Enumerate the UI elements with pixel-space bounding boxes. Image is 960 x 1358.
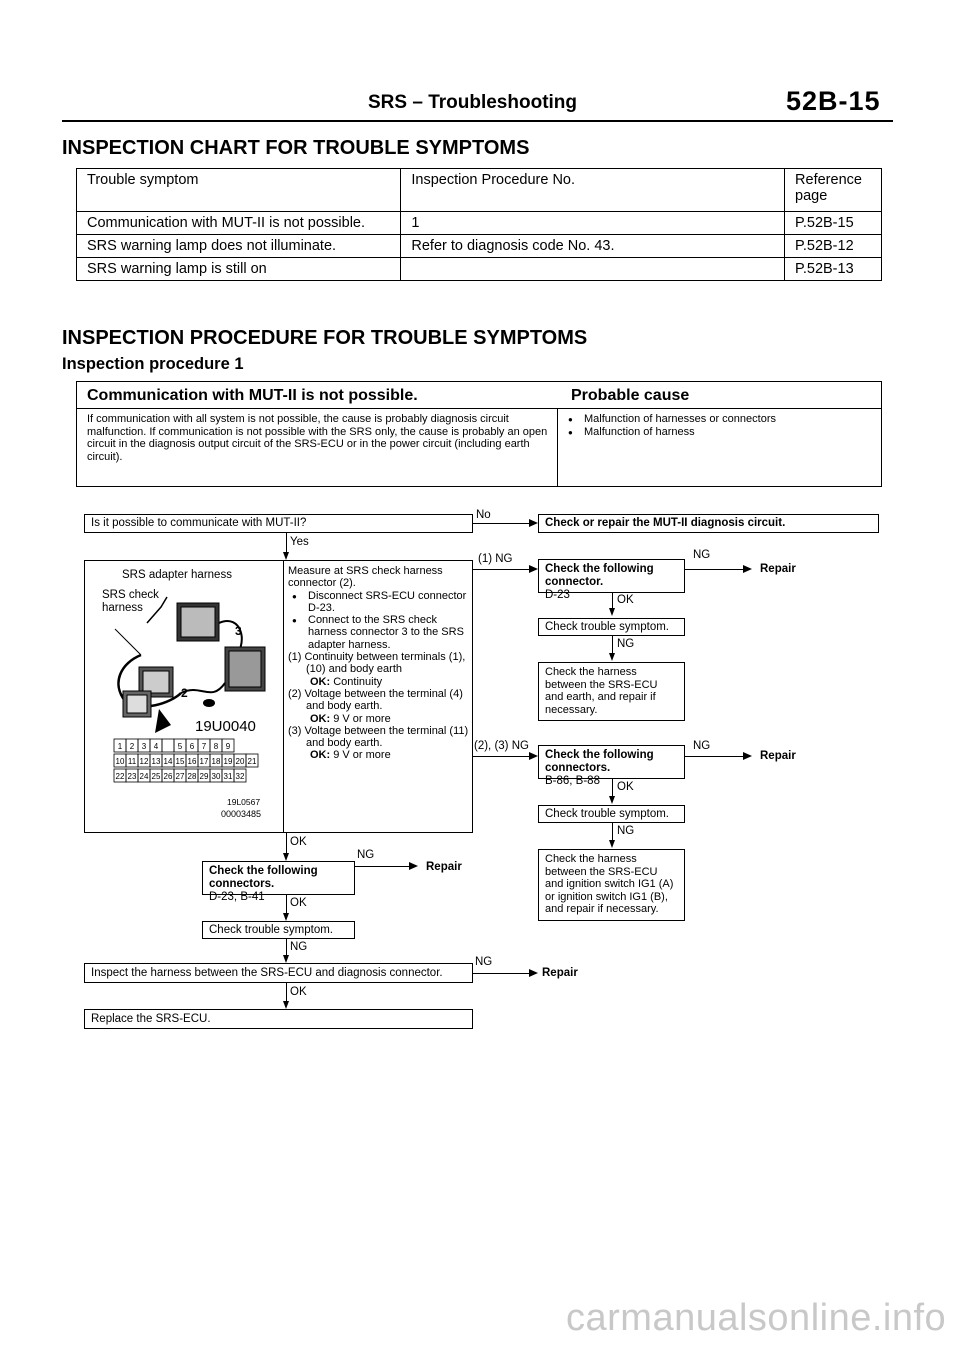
symptom-box <box>76 381 882 487</box>
harness-ecu-ig-box <box>538 849 685 921</box>
connector-pin-label: 26 <box>163 772 173 781</box>
ok-value: 9 V or more <box>333 749 391 762</box>
table-row <box>77 235 882 258</box>
ng-connector-v <box>612 823 613 841</box>
ng-connector-v <box>612 636 613 654</box>
question-text: Is it possible to communicate with MUT-II? <box>91 517 307 529</box>
no-connector <box>473 523 529 524</box>
yes-connector <box>286 533 287 553</box>
check-following-label: Check the following connectors. <box>545 749 654 774</box>
procedure-subtitle: Inspection procedure 1 <box>62 355 244 373</box>
measure-bullet: ● Disconnect SRS-ECU connector D-23. <box>288 590 470 615</box>
table-cell: P.52B-12 <box>785 235 882 258</box>
connector-pin-label: 16 <box>187 757 197 766</box>
ok-connector <box>286 983 287 1003</box>
check-trouble-box <box>202 921 355 939</box>
connector-pin-label: 22 <box>115 772 125 781</box>
connector-pin-label: 29 <box>199 772 209 781</box>
arrow-icon <box>609 796 615 804</box>
connector-pin-label: 28 <box>187 772 197 781</box>
check-following-label: Check the following connectors. <box>209 865 318 890</box>
ng-connector <box>355 866 409 867</box>
connector-pin-label: 13 <box>151 757 161 766</box>
connector-pin-cell <box>162 739 174 752</box>
connector-pin-label: 10 <box>115 757 125 766</box>
connector-pin-label: 8 <box>213 742 219 751</box>
question-box <box>84 514 473 533</box>
repair-label: Repair <box>426 861 462 873</box>
arrow-icon <box>743 752 752 760</box>
table-header-cell: Reference page <box>785 169 882 212</box>
procedure-title: INSPECTION PROCEDURE FOR TROUBLE SYMPTOMS <box>62 327 588 349</box>
header-rule <box>62 120 893 122</box>
symptom-column-divider <box>557 408 558 486</box>
measure-2-ok <box>288 713 470 725</box>
arrow-icon <box>529 969 538 977</box>
probable-cause-label: Probable cause <box>571 387 690 404</box>
watermark: carmanualsonline.info <box>566 1297 947 1339</box>
measurement-text <box>288 565 470 762</box>
ng-1-connector <box>473 569 529 570</box>
inspect-harness-box <box>84 963 473 983</box>
check-repair-diag-text: Check or repair the MUT-II diagnosis circuit. <box>545 517 786 529</box>
arrow-icon <box>409 862 418 870</box>
repair-label: Repair <box>760 563 796 575</box>
table-cell <box>401 258 785 281</box>
figure-code: 19U0040 <box>195 718 256 735</box>
connector-pin-label: 25 <box>151 772 161 781</box>
ok-label: OK: <box>310 675 331 688</box>
ng-23-connector <box>473 756 529 757</box>
harness-ecu-earth-text: Check the harness between the SRS-ECU and earth, and repair if necessary. <box>545 666 658 716</box>
arrow-icon <box>743 565 752 573</box>
chart-title: INSPECTION CHART FOR TROUBLE SYMPTOMS <box>62 137 530 159</box>
table-cell: 1 <box>401 212 785 235</box>
ok-connector <box>612 779 613 797</box>
connector-pin-label: 23 <box>127 772 137 781</box>
ok-label: OK: <box>310 749 331 762</box>
arrow-icon <box>609 840 615 848</box>
connector-pin-label: 27 <box>175 772 185 781</box>
connector-pin-label: 4 <box>153 742 159 751</box>
ng-1-label: (1) NG <box>478 553 513 565</box>
table-cell: P.52B-13 <box>785 258 882 281</box>
page-number: 52B-15 <box>786 86 881 116</box>
connector-pin-label: 19 <box>223 757 233 766</box>
ok-label: OK <box>290 897 307 909</box>
ok-label: OK <box>617 781 634 793</box>
arrow-icon <box>283 1001 289 1009</box>
connector-pin-label: 9 <box>225 742 231 751</box>
ok-label: OK: <box>310 712 331 725</box>
arrow-icon <box>283 913 289 921</box>
connector-pin-label: 17 <box>199 757 209 766</box>
arrow-icon <box>283 552 289 560</box>
ng-23-label: (2), (3) NG <box>474 740 529 752</box>
ok-label: OK <box>290 836 307 848</box>
check-trouble-box <box>538 618 685 636</box>
measure-3-ok <box>288 749 470 761</box>
arrow-icon <box>529 565 538 573</box>
measure-intro: Measure at SRS check harness connector (2). <box>288 565 443 590</box>
ng-label: NG <box>617 638 635 650</box>
ng-label: NG <box>693 740 711 752</box>
connector-pin-label: 2 <box>129 742 135 751</box>
check-repair-diag-box <box>538 514 879 533</box>
measurement-divider <box>283 561 284 832</box>
check-trouble-text: Check trouble symptom. <box>209 924 333 936</box>
table-cell: Communication with MUT-II is not possible. <box>77 212 401 235</box>
figure-code-b: 00003485 <box>221 809 262 819</box>
symptom-description: If communication with all system is not possible, the cause is probably diagnosis circuit malfunction. If communication is not possible with the SRS only, the cause is probably an open circuit in the diagnosis output circuit of the SRS-ECU or in the power circuit (including earth circuit). <box>87 413 548 463</box>
measure-3: (3) Voltage between the terminal (11) and body earth. <box>288 724 469 750</box>
measure-bullet: ● Connect to the SRS check harness connector 3 to the SRS adapter harness. <box>288 614 470 651</box>
ng-connector <box>685 756 743 757</box>
table-header-row <box>77 169 882 212</box>
ok-connector <box>286 833 287 855</box>
ok-label: OK <box>617 594 634 606</box>
symptom-divider <box>77 408 881 409</box>
harness-ecu-earth-box <box>538 662 685 721</box>
ok-value: 9 V or more <box>333 712 391 725</box>
figure-code-a: 19L0567 <box>227 797 261 807</box>
ng-label: NG <box>693 549 711 561</box>
ok-label: OK <box>290 986 307 998</box>
arrow-icon <box>283 853 289 861</box>
connector-pin-label: 15 <box>175 757 185 766</box>
measure-bullets <box>288 590 470 651</box>
ng-label: NG <box>475 956 493 968</box>
check-trouble-box <box>538 805 685 823</box>
connector-pin-label: 32 <box>235 772 245 781</box>
table-cell: Refer to diagnosis code No. 43. <box>401 235 785 258</box>
replace-ecu-text: Replace the SRS-ECU. <box>91 1013 211 1025</box>
check-following-ref: D-23 <box>545 589 570 601</box>
arrow-icon <box>529 519 538 527</box>
connector-pin-label: 5 <box>177 742 183 751</box>
table-header-cell: Trouble symptom <box>77 169 401 212</box>
yes-label: Yes <box>290 536 309 548</box>
table-header-cell: Inspection Procedure No. <box>401 169 785 212</box>
cause-item: ● Malfunction of harness <box>564 426 874 439</box>
connector-pin-label: 1 <box>117 742 123 751</box>
arrow-icon <box>283 955 289 963</box>
measurement-box <box>84 560 473 833</box>
connector-pin-label: 18 <box>211 757 221 766</box>
ok-connector <box>286 895 287 915</box>
repair-label: Repair <box>542 967 578 979</box>
table-row <box>77 258 882 281</box>
figure-label-check: SRS check harness <box>102 589 159 614</box>
connector-pin-label: 24 <box>139 772 149 781</box>
measure-1: (1) Continuity between terminals (1), (10) and body earth <box>288 651 466 676</box>
ng-label: NG <box>617 825 635 837</box>
check-following-ref: B-86, B-88 <box>545 775 600 787</box>
symptom-title: Communication with MUT-II is not possible. <box>87 387 418 404</box>
connector-pin-label: 11 <box>127 757 137 766</box>
arrow-icon <box>609 653 615 661</box>
figure-label-3: 3 <box>235 624 242 638</box>
repair-label: Repair <box>760 750 796 762</box>
connector-pin-label: 12 <box>139 757 149 766</box>
causes-list <box>564 413 874 438</box>
table-cell: SRS warning lamp does not illuminate. <box>77 235 401 258</box>
connector-pin-label: 31 <box>223 772 233 781</box>
inspect-harness-text: Inspect the harness between the SRS-ECU and diagnosis connector. <box>91 967 443 979</box>
ok-value: Continuity <box>333 675 383 688</box>
check-following-ref: D-23, B-41 <box>209 891 265 903</box>
check-trouble-text: Check trouble symptom. <box>545 808 669 820</box>
ng-connector <box>685 569 743 570</box>
table-row <box>77 212 882 235</box>
connector-pin-label: 21 <box>247 757 257 766</box>
measure-2: (2) Voltage between the terminal (4) and body earth. <box>288 687 463 713</box>
no-label: No <box>476 509 491 521</box>
trouble-symptom-table <box>76 168 882 281</box>
table-cell: P.52B-15 <box>785 212 882 235</box>
arrow-icon <box>529 752 538 760</box>
cause-item: ● Malfunction of harnesses or connectors <box>564 413 874 426</box>
ng-connector <box>473 973 529 974</box>
measure-1-ok <box>288 676 470 688</box>
figure-label-2: 2 <box>181 686 188 700</box>
table-cell: SRS warning lamp is still on <box>77 258 401 281</box>
connector-pin-label: 6 <box>189 742 195 751</box>
connector-pin-label: 7 <box>201 742 207 751</box>
harness-ecu-ig-text: Check the harness between the SRS-ECU and ignition switch IG1 (A) or ignition switch IG1 (B), and repair if necessary. <box>545 853 674 916</box>
connector-pin-label: 14 <box>163 757 173 766</box>
check-following-label: Check the following connector. <box>545 563 654 588</box>
connector-pin-label: 20 <box>235 757 245 766</box>
arrow-icon <box>609 608 615 616</box>
ng-label: NG <box>357 849 375 861</box>
figure-label-adapter: SRS adapter harness <box>122 569 232 581</box>
connector-pinout <box>113 737 273 783</box>
connector-pin-label: 30 <box>211 772 221 781</box>
check-trouble-text: Check trouble symptom. <box>545 621 669 633</box>
ng-label: NG <box>290 941 308 953</box>
section-title: SRS – Troubleshooting <box>368 92 578 113</box>
replace-ecu-box <box>84 1009 473 1029</box>
connector-pin-label: 3 <box>141 742 147 751</box>
